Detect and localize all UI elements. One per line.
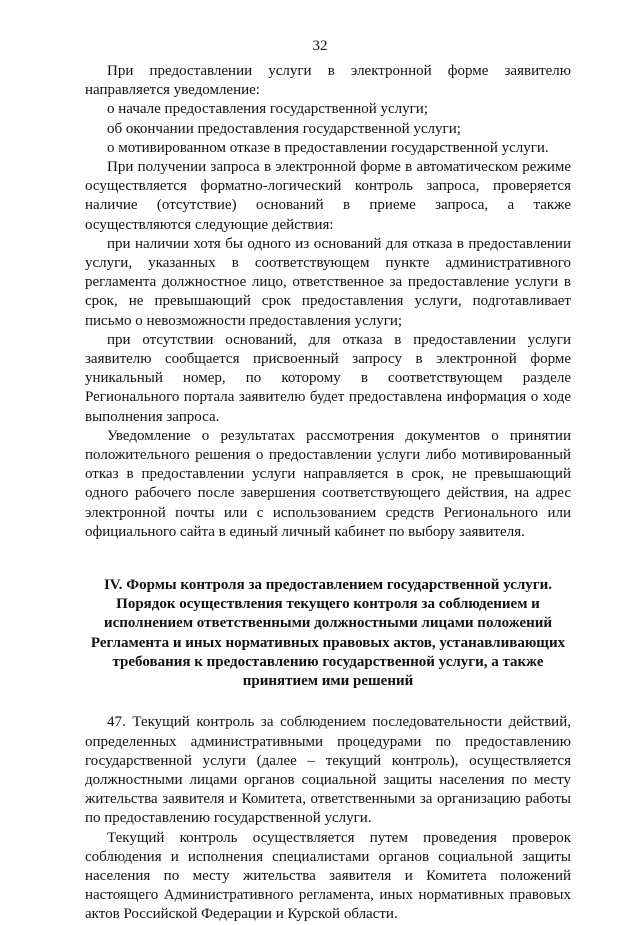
paragraph-refusal-grounds: при наличии хотя бы одного из оснований для отказа в предоставлении услуги, указанных в соответствующем пункте административного регламента должностное лицо, ответственное за предоставление услуги в срок, не превышающий срок предоставления услуги, подготавливает письмо о невозможности предоставления услуги; [85, 235, 571, 329]
list-item-start: о начале предоставления государственной услуги; [107, 101, 428, 118]
paragraph-results-notice: Уведомление о результатах рассмотрения документов о принятии положительного решения о предоставлении услуги либо мотивированный отказ в предоставлении услуги направляется в срок, не превышающий одного рабочего после завершения соответствующего действия, на адрес электронной почты или с использованием средств Регионального или официального сайта в единый личный кабинет по выбору заявителя. [85, 427, 571, 540]
paragraph-notification-intro: При предоставлении услуги в электронной форме заявителю направляется уведомление: [85, 63, 571, 99]
section-heading: IV. Формы контроля за предоставлением государственной услуги. [103, 577, 553, 594]
paragraph-no-grounds: при отсутствии оснований, для отказа в предоставлении услуги заявителю сообщается присвоенный запросу в электронной форме уникальный номер, по которому в соответствующем разделе Регионального портала заявителю будет предоставлена информация о ходе выполнения запроса. [85, 331, 571, 425]
list-item-end: об окончании предоставления государственной услуги; [107, 120, 461, 137]
paragraph-current-control: Текущий контроль осуществляется путем проведения проверок соблюдения и исполнения специалистами органов социальной защиты населения по месту жительства заявителя и Комитета положений настоящего Административного регламента, иных нормативных правовых актов Российской Федерации и Курской области. [85, 829, 571, 923]
list-item-refusal: о мотивированном отказе в предоставлении государственной услуги. [107, 139, 549, 156]
page-body [85, 62, 571, 925]
subsection-heading: Порядок осуществления текущего контроля за соблюдением и исполнением ответственными должностными лицами положений Регламента и иных нормативных правовых актов, устанавливающих требования к предоставлению государственной услуги, а также принятием ими решений [90, 596, 566, 690]
page-number: 32 [312, 38, 328, 54]
paragraph-electronic-request: При получении запроса в электронной форме в автоматическом режиме осуществляется форматно-логический контроль запроса, проверяется наличие (отсутствие) оснований в приеме запроса, а также осуществляются следующие действия: [85, 159, 571, 233]
paragraph-47: 47. Текущий контроль за соблюдением последовательности действий, определенных административными процедурами по предоставлению государственной услуги (далее – текущий контроль), осуществляется должностными лицами органов социальной защиты населения по месту жительства заявителя и Комитета, ответственными за организацию работы по предоставлению государственной услуги. [85, 714, 571, 827]
